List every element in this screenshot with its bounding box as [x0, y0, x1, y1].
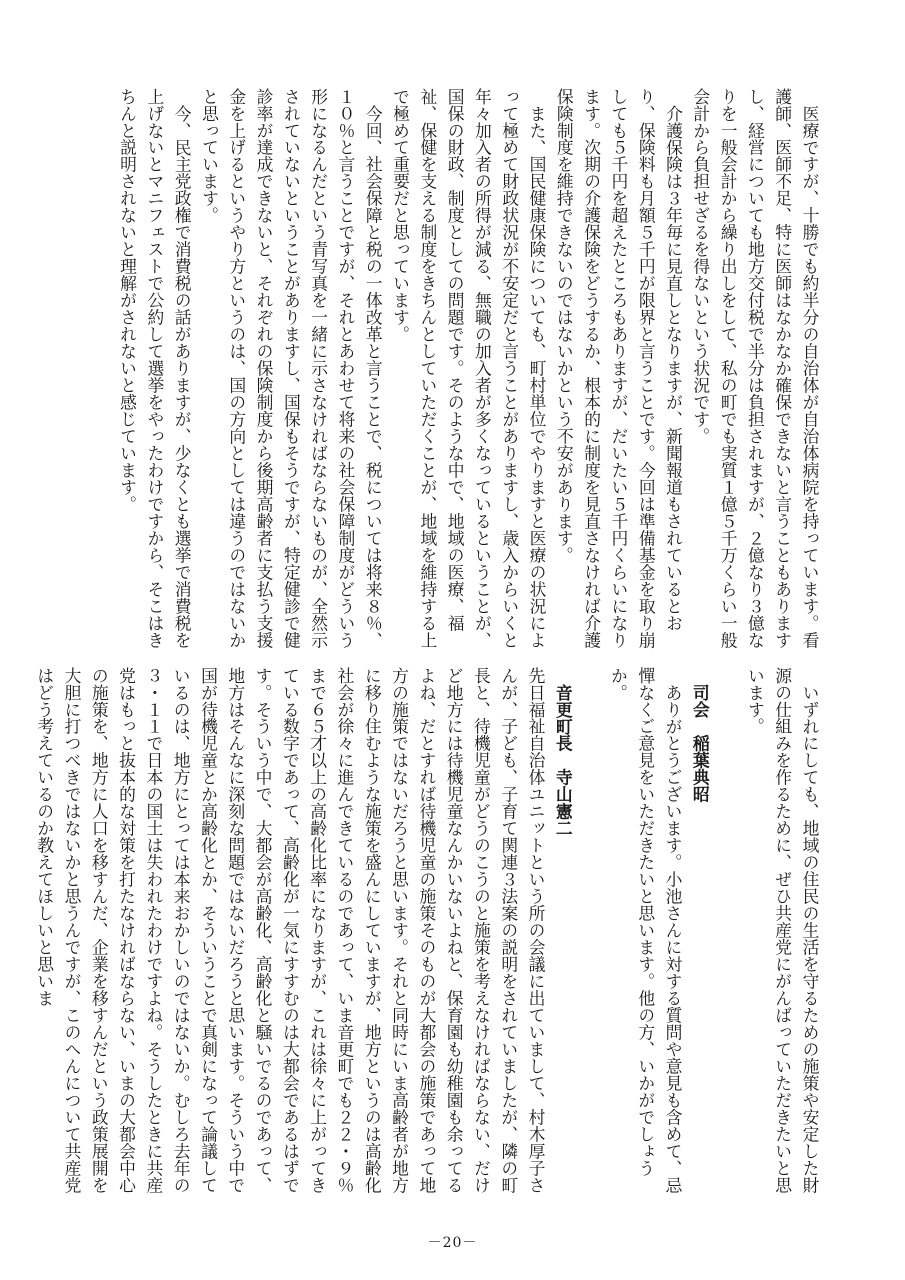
paragraph-health-insurance: また、国民健康保険についても、町村単位でやりますと医療の状況によって極めて財政状況が不安定だと言うことがありますし、歳入からいくと年々加入者の所得が減る、無職の加入者が多くなっているということが、国保の財政、制度としての問題です。そのような中で、地域の医療、福祉、保健を支える制度をきちんとしていただくことが、地域を維持する上で極めて重要だと思っています。: [390, 88, 548, 649]
paragraph-consumption-tax: 今、民主党政権で消費税の話がありますが、少なくとも選挙で消費税を上げないとマニフェストで公約して選挙をやったわけですから、そこはきちんと説明されないと理解がされないと感じています。: [117, 88, 193, 649]
paragraph-care-insurance: 介護保険は３年毎に見直しとなりますが、新聞報道もされているとおり、保険料も月額５千円が限界と言うことです。今回は準備基金を取り崩しても５千円を超えたところもありますが、だいたい５千円くらいになります。次期の介護保険をどうするか、根本的に制度を見直さなければ介護保険制度を維持できないのではないかという不安があります。: [554, 88, 684, 649]
upper-text-column: [83, 88, 823, 663]
paragraph-closing: いずれにしても、地域の住民の生活を守るための施策や安定した財源の仕組みを作るために、ぜひ共産党にがんばっていただきたいと思います。: [745, 667, 820, 1194]
paragraph-medical: 医療ですが、十勝でも約半分の自治体が自治体病院を持っています。看護師、医師不足、特に医師はなかなか確保できないと言うこともありますし、経営についても地方交付税で半分は負担されますが、２億なり３億なりを一般会計から繰り出しをして、私の町でも実質１億５千万くらい一般会計から負担せざるを得ないという状況です。: [690, 88, 820, 649]
page-number: －20－: [427, 1235, 478, 1251]
moderator-speaker-label: 司会 稲葉典昭: [690, 683, 711, 803]
lower-text-column: [34, 667, 823, 1207]
mayor-speaker-label: 音更町長 寺山憲二: [553, 683, 574, 837]
paragraph-mayor: 先日福祉自治体ユニットという所の会議に出ていまして、村木厚子さんが、子ども、子育て関連３法案の説明をされていましたが、隣の町長と、待機児童がどうのこうのと施策を考えなければならない、だけど地方には待機児童なんかいないよねと、保育園も幼稚園も余ってるよね、だとすれば待機児童の施策そのものが大都会の施策であって地方の施策ではないだろうと思います。それと同時にいま高齢者が地方に移り住むような施策を盛んにしていますが、地方というのは高齢化社会が徐々に進んできているのであって、いま音更町でも２２・９％まで６５才以上の高齢化比率になりますが、これは徐々に上がってきている数字であって、高齢化が一気にすすむのは大都会であるはずです。そういう中で、大都会が高齢化、高齢化と騒いでるのであって、地方はそんなに深刻な問題ではないだろうと思います。そういう中で国が待機児童とか高齢化とか、そういうことで真剣になって論議しているのは、地方にとっては本来おかしいのではないか。むしろ去年の３・１１で日本の国土は失われたわけですよね。そうしたときに共産党はもっと抜本的な対策を打たなければならない、いまの大都会中心の施策を、地方に人口を移すんだ、企業を移すんだという政策展開を大胆に打つべきではないかと思うんですが、このへんについて共産党はどう考えているのか教えてほしいと思いま: [34, 667, 547, 1194]
paragraph-social-security-tax: 今回、社会保障と税の一体改革と言うことで、税については将来８％、１０％と言うことですが、それとあわせて将来の社会保障制度がどういう形になるんだという青写真を一緒に示さなければならないものが、全然示されていないということがありますし、国保もそうですが、特定健診で健診率が達成できないと、それぞれの保険制度から後期高齢者に支払う支援金を上げるというやり方というのは、国の方向としては違うのではないかと思っています。: [199, 88, 384, 649]
paragraph-moderator: ありがとうございます。小池さんに対する質問や意見も含めて、忌憚なくご意見をいただきたいと思います。他の方、いかがでしょうか。: [608, 667, 684, 1194]
